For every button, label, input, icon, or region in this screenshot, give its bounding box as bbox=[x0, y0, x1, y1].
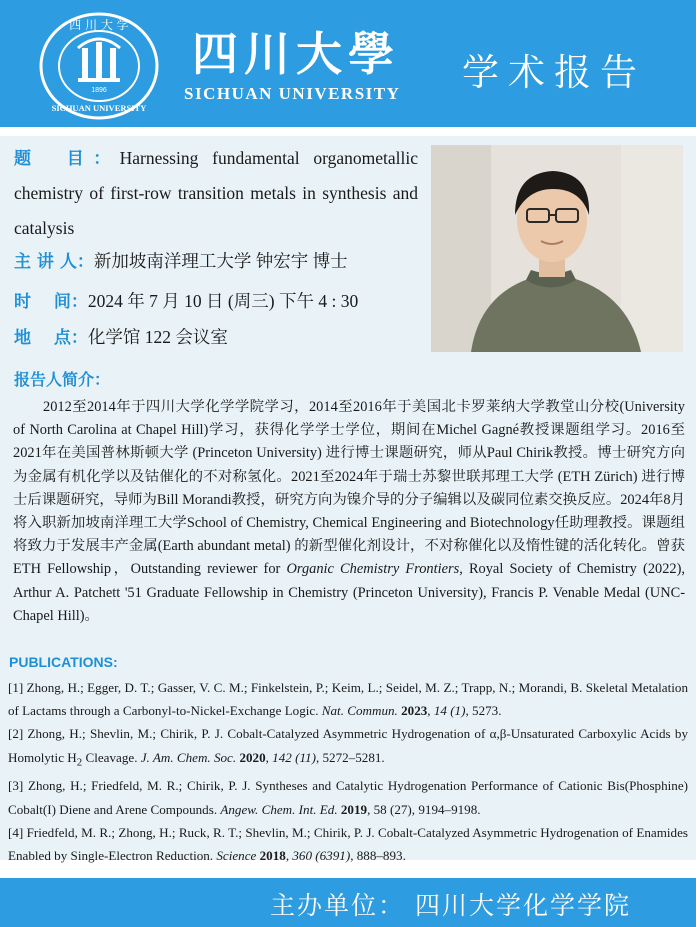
organizer-text: 主办单位： 四川大学化学学院 bbox=[270, 891, 631, 920]
publication-item: [3] Zhong, H.; Friedfeld, M. R.; Chirik, P. J. Syntheses and Catalytic Hydrogenation Performance of Cationic Bis(Phosphine) Cobalt(I) Diene and Arene Compounds. Angew. Chem. Int. Ed. 2019, 58 (27), 9194–9198. bbox=[8, 778, 688, 817]
bio-text-end: , Royal Society of Chemistry (2022), Arthur A. Patchett '51 Graduate Fellowship in Chemistry (Princeton University), Francis P. Venable Medal (UNC-Chapel Hill)。 bbox=[13, 561, 685, 624]
speaker-bio bbox=[13, 396, 685, 628]
place-label: 地 点： bbox=[14, 328, 88, 348]
svg-text:SICHUAN UNIVERSITY: SICHUAN UNIVERSITY bbox=[51, 103, 147, 113]
time-label: 时 间： bbox=[14, 292, 88, 312]
publication-item: [1] Zhong, H.; Egger, D. T.; Gasser, V. C. M.; Finkelstein, P.; Keim, L.; Seidel, M. Z.; Trapp, N.; Morandi, B. Skeletal Metalation of Lactams through a Carbonyl-to-Nickel-Exchange Logic. Nat. Commun. 2023, 14 (1), 5273. bbox=[8, 680, 688, 719]
speaker-label: 主 讲 人： bbox=[14, 252, 94, 272]
bio-heading: 报告人简介： bbox=[14, 370, 111, 389]
university-name-cn: 四川大學 bbox=[192, 27, 400, 81]
speaker-photo bbox=[431, 145, 683, 352]
speaker-portrait-image bbox=[431, 145, 683, 352]
talk-title: Harnessing fundamental organometallic chemistry of first-row transition metals in synthesis and catalysis bbox=[14, 148, 419, 238]
publications-list bbox=[8, 676, 688, 867]
bio-journal: Organic Chemistry Frontiers bbox=[286, 561, 460, 578]
publication-item: [2] Zhong, H.; Shevlin, M.; Chirik, P. J. Cobalt-Catalyzed Asymmetric Hydrogenation of α,β-Unsaturated Carboxylic Acids by Homolytic $H_2$ Cleavage. J. Am. Chem. Soc. 2020, 142 (11), 5272–5281. bbox=[8, 726, 688, 769]
svg-text:1896: 1896 bbox=[91, 87, 107, 94]
talk-place: 化学馆 122 会议室 bbox=[87, 327, 228, 347]
seal-icon bbox=[38, 12, 160, 120]
bio-text: 2012至2014年于四川大学化学学院学习，2014至2016年于美国北卡罗莱纳大学教堂山分校(University of North Carolina at Chapel Hill)学习，获得化学学士学位，期间在Michel Gagné教授课题组学习。2016至2021年在美国普林斯顿大学 (Princeton University) 进行博士课题研究，师从Paul Chirik教授。博士研究方向为金属有机化学以及钴催化的不对称氢化。2021至2024年于瑞士苏黎世联邦理工大学 (ETH Zürich) 进行博士后课题研究，导师为Bill Morandi教授，研究方向为镍介导的分子编辑以及碳同位素交换反应。2024年8月将入职新加坡南洋理工大学School of Chemistry, Chemical Engineering and Biotechnology任助理教授。课题组将致力于发展丰产金属(Earth abundant metal) 的新型催化剂设计，不对称催化以及惰性键的活化转化。曾获ETH Fellowship，Outstanding reviewer for bbox=[13, 399, 685, 578]
university-name-en: SICHUAN UNIVERSITY bbox=[184, 84, 401, 103]
time-field bbox=[14, 284, 358, 319]
svg-text:四 川 大 学: 四 川 大 学 bbox=[69, 18, 129, 32]
title-label: 题 目： bbox=[14, 149, 120, 169]
publications-heading: PUBLICATIONS: bbox=[9, 654, 118, 670]
speaker-name: 新加坡南洋理工大学 钟宏宇 博士 bbox=[93, 251, 348, 271]
report-type-title: 学术报告 bbox=[462, 51, 646, 94]
publication-item: [4] Friedfeld, M. R.; Zhong, H.; Ruck, R. T.; Shevlin, M.; Chirik, P. J. Cobalt-Catalyzed Asymmetric Hydrogenation of Enamides Enabled by Single-Electron Reduction. Science 2018, 360 (6391), 888–893. bbox=[8, 824, 688, 864]
speaker-field bbox=[14, 244, 348, 279]
place-field bbox=[14, 320, 228, 355]
talk-title-field bbox=[14, 141, 418, 246]
footer-banner bbox=[0, 878, 696, 927]
header-banner bbox=[0, 0, 696, 127]
university-seal-logo bbox=[38, 12, 160, 120]
talk-time: 2024 年 7 月 10 日 (周三) 下午 4 : 30 bbox=[87, 291, 359, 311]
